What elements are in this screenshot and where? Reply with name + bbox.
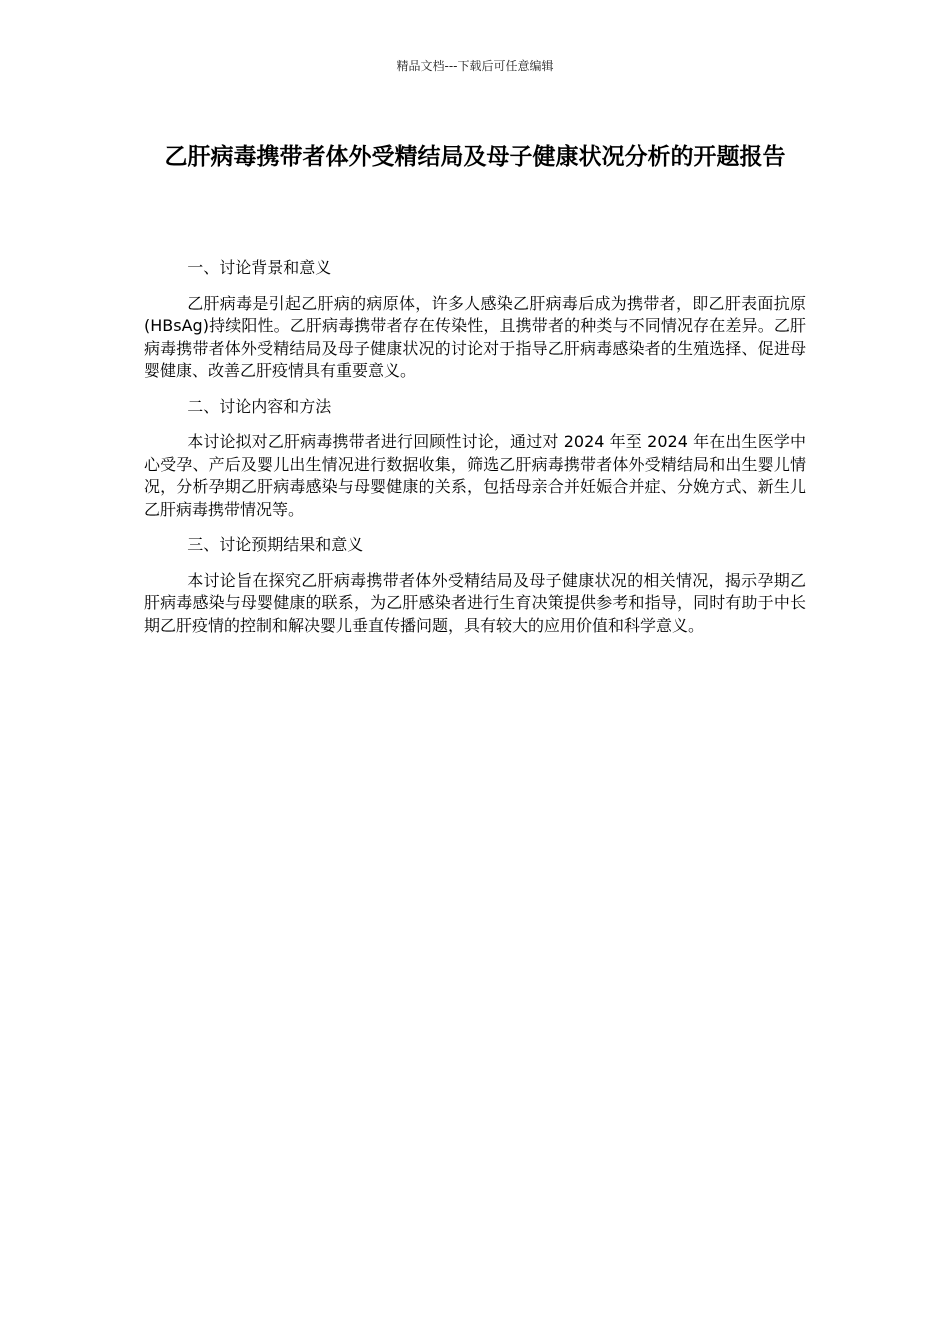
paragraph-background: 乙肝病毒是引起乙肝病的病原体，许多人感染乙肝病毒后成为携带者，即乙肝表面抗原(HBsAg)持续阳性。乙肝病毒携带者存在传染性，且携带者的种类与不同情况存在差异。乙肝病毒携带者体外受精结局及母子健康状况的讨论对于指导乙肝病毒感染者的生殖选择、促进母婴健康、改善乙肝疫情具有重要意义。 [144, 293, 806, 380]
paragraph-content-methods: 本讨论拟对乙肝病毒携带者进行回顾性讨论，通过对 2024 年至 2024 年在出生医学中心受孕、产后及婴儿出生情况进行数据收集，筛选乙肝病毒携带者体外受精结局和出生婴儿情况，分析孕期乙肝病毒感染与母婴健康的关系，包括母亲合并妊娠合并症、分娩方式、新生儿乙肝病毒携带情况等。 [144, 432, 806, 519]
section-heading-expected-results: 三、讨论预期结果和意义 [187, 535, 364, 554]
document-title: 乙肝病毒携带者体外受精结局及母子健康状况分析的开题报告 [164, 144, 786, 170]
section-heading-background: 一、讨论背景和意义 [187, 258, 332, 277]
paragraph-expected-results: 本讨论旨在探究乙肝病毒携带者体外受精结局及母子健康状况的相关情况，揭示孕期乙肝病毒感染与母婴健康的联系，为乙肝感染者进行生育决策提供参考和指导，同时有助于中长期乙肝疫情的控制和解决婴儿垂直传播问题，具有较大的应用价值和科学意义。 [144, 570, 806, 635]
header-note: 精品文档---下载后可任意编辑 [396, 59, 554, 73]
section-heading-content-methods: 二、讨论内容和方法 [187, 396, 332, 416]
document-body [144, 257, 806, 650]
